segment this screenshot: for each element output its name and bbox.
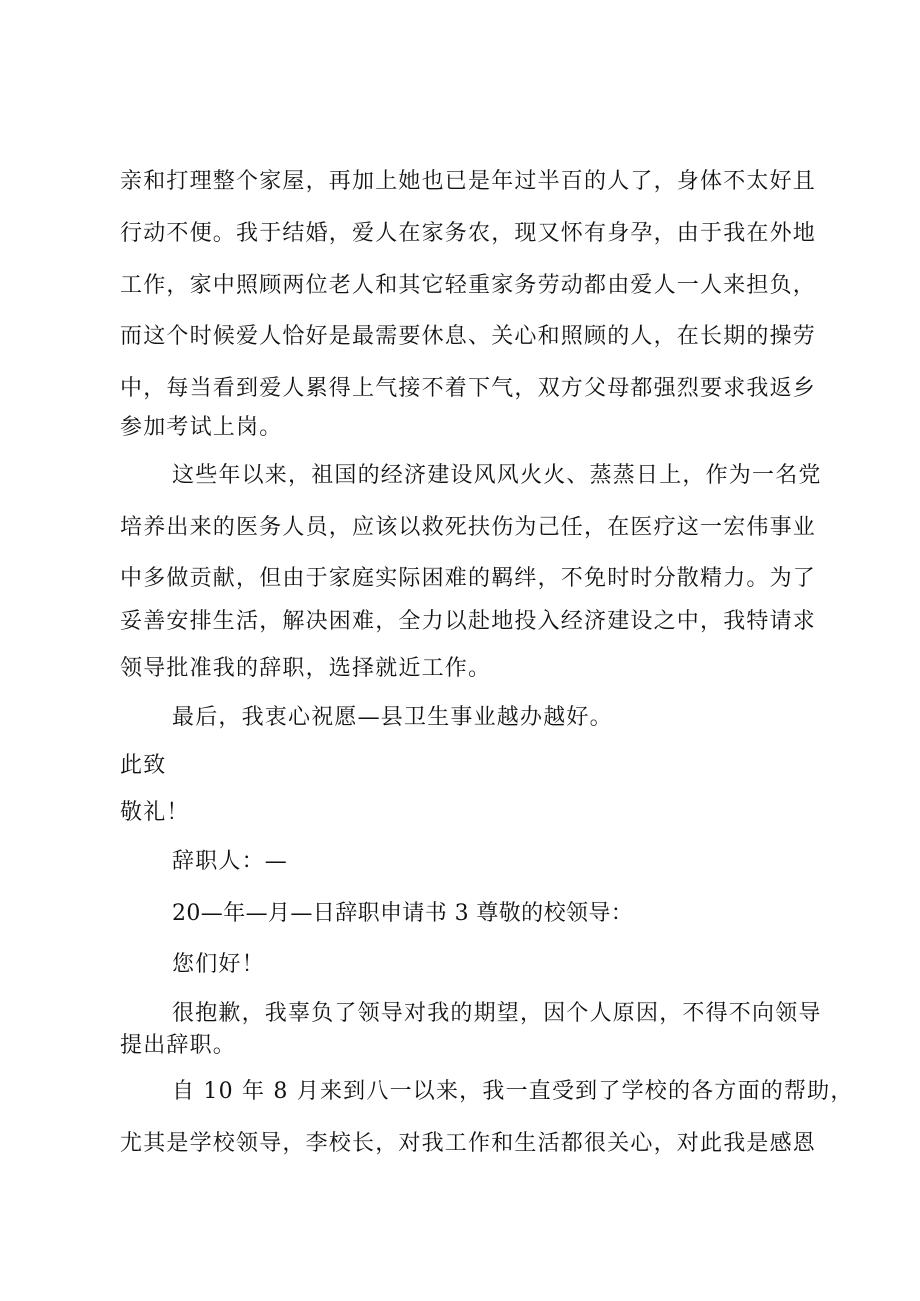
paragraph-line: 行动不便。我于结婚，爱人在家务农，现又怀有身孕，由于我在外地 (120, 221, 817, 246)
paragraph-line: 工作，家中照顾两位老人和其它轻重家务劳动都由爱人一人来担负， (120, 273, 817, 298)
paragraph-line: 妥善安排生活，解决困难，全力以赴地投入经济建设之中，我特请求 (120, 609, 817, 634)
date-heading-line: 20—年—月—日辞职申请书 3 尊敬的校领导： (172, 901, 634, 926)
paragraph-line: 中，每当看到爱人累得上气接不着下气，双方父母都强烈要求我返乡 (120, 376, 817, 401)
paragraph-line: 亲和打理整个家屋，再加上她也已是年过半百的人了，身体不太好且 (120, 169, 817, 194)
greeting-line: 您们好！ (172, 952, 265, 977)
paragraph-line: 而这个时候爱人恰好是最需要休息、关心和照顾的人，在长期的操劳 (120, 324, 817, 349)
paragraph-line: 提出辞职。 (120, 1033, 237, 1058)
paragraph-line: 中多做贡献，但由于家庭实际困难的羁绊，不免时时分散精力。为了 (120, 566, 817, 591)
paragraph-line: 尤其是学校领导，李校长，对我工作和生活都很关心，对此我是感恩 (120, 1131, 817, 1156)
paragraph-line: 领导批准我的辞职，选择就近工作。 (120, 656, 492, 681)
paragraph-line: 很抱歉，我辜负了领导对我的期望，因个人原因，不得不向领导 (172, 1001, 822, 1026)
paragraph-line: 参加考试上岗。 (120, 415, 283, 440)
paragraph-line: 培养出来的医务人员，应该以救死扶伤为己任，在医疗这一宏伟事业 (120, 515, 817, 540)
paragraph-line: 这些年以来，祖国的经济建设风风火火、蒸蒸日上，作为一名党 (172, 463, 822, 488)
salutation-line: 敬礼！ (120, 800, 190, 825)
closing-wish: 最后，我衷心祝愿—县卫生事业越办越好。 (172, 705, 613, 730)
salutation-line: 此致 (120, 753, 167, 778)
paragraph-line: 自 10 年 8 月来到八一以来，我一直受到了学校的各方面的帮助， (172, 1079, 854, 1104)
signer-line: 辞职人：— (172, 849, 289, 874)
